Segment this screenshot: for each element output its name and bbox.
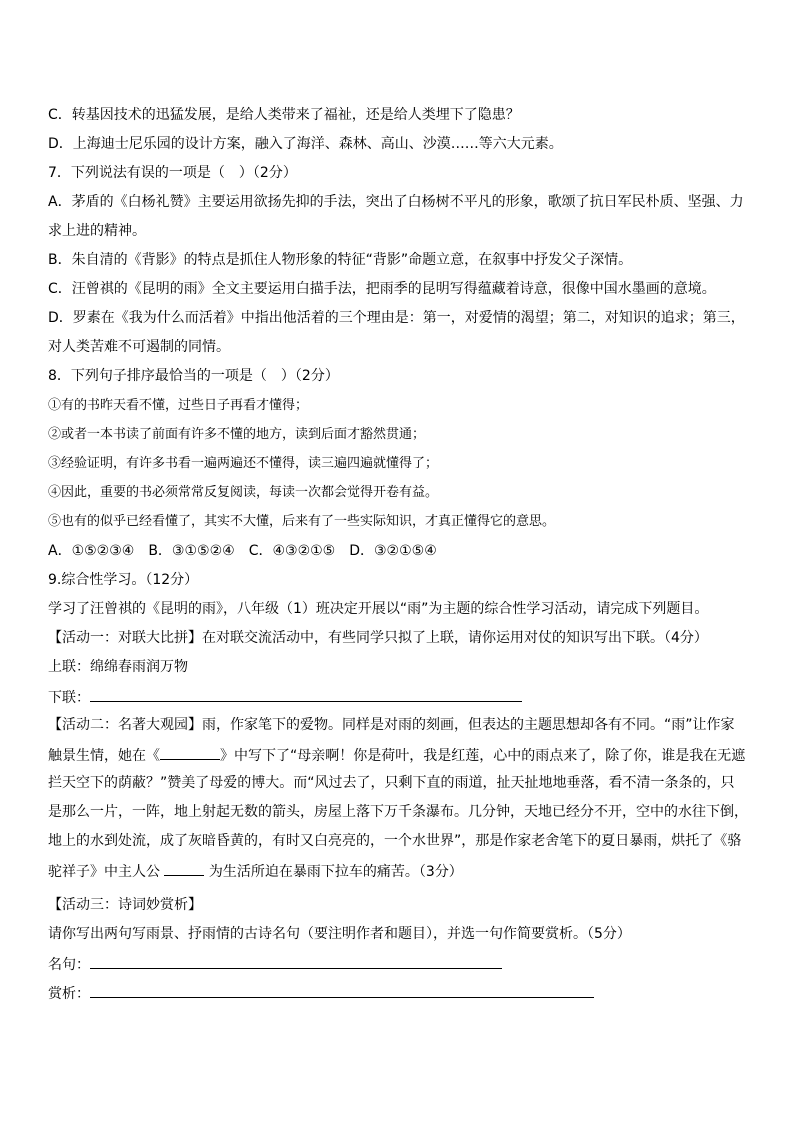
lower-couplet-label: 下联：: [48, 690, 90, 706]
q8-sentence-1: ①有的书昨天看不懂，过些日子再看才懂得；: [48, 398, 309, 413]
q7-option-a-cont: 求上进的精神。: [48, 223, 146, 239]
activity-1: 【活动一：对联大比拼】在对联交流活动中，有些同学只拟了上联，请你运用对仗的知识写出下联。（4分）: [48, 630, 708, 646]
activity-2-line-3: 拦天空下的荫蔽？”赞美了母爱的博大。而“风过去了，只剩下直的雨道，扯天扯地地垂落，看不清一条条的，只: [48, 775, 735, 791]
q7-option-d-cont: 对人类苦难不可遏制的同情。: [48, 339, 230, 355]
famous-lines-row: [48, 954, 502, 972]
q8-options: A．①⑤②③④ B．③①⑤②④ C．④③②①⑤ D．③②①⑤④: [48, 543, 437, 559]
appreciation-row: [48, 983, 594, 1001]
upper-couplet: 上联：绵绵春雨润万物: [48, 659, 188, 675]
activity-2-text-d: 为生活所迫在暴雨下拉车的痛苦。（3分）: [208, 864, 463, 880]
activity-3-instruction: 请你写出两句写雨景、抒雨情的古诗名句（要注明作者和题目），并选一句作简要赏析。（5分）: [48, 926, 631, 942]
option-c-line: C．转基因技术的迅猛发展，是给人类带来了福祉，还是给人类埋下了隐患？: [48, 107, 520, 123]
protagonist-blank[interactable]: [164, 861, 204, 876]
activity-2-line-2: [48, 745, 745, 763]
q7-option-c: C．汪曾祺的《昆明的雨》全文主要运用白描手法，把雨季的昆明写得蕴藏着诗意，很像中国水墨画的意境。: [48, 281, 716, 297]
lower-couplet-row: [48, 687, 522, 705]
question-7: 7．下列说法有误的一项是（ ）（2分）: [48, 165, 297, 181]
lower-couplet-blank[interactable]: [90, 687, 522, 702]
q8-sentence-3: ③经验证明，有许多书看一遍两遍还不懂得，读三遍四遍就懂得了；: [48, 456, 439, 471]
q9-intro: 学习了汪曾祺的《昆明的雨》，八年级（1）班决定开展以“雨”为主题的综合性学习活动，请完成下列题目。: [48, 601, 709, 617]
question-9: 9.综合性学习。（12分）: [48, 572, 199, 588]
famous-lines-label: 名句：: [48, 957, 90, 973]
activity-2: 【活动二：名著大观园】雨，作家笔下的爱物。同样是对雨的刻画，但表达的主题思想却各有不同。“雨”让作家: [48, 717, 735, 733]
activity-2-text-c: 驼祥子》中主人公: [48, 864, 160, 880]
q8-sentence-2: ②或者一本书读了前面有许多不懂的地方，读到后面才豁然贯通；: [48, 427, 426, 442]
appreciation-blank[interactable]: [90, 983, 594, 998]
q7-option-b: B．朱自清的《背影》的特点是抓住人物形象的特征“背影”命题立意，在叙事中抒发父子深情。: [48, 252, 633, 268]
question-8: 8．下列句子排序最恰当的一项是（ ）（2分）: [48, 368, 339, 384]
activity-3: 【活动三：诗词妙赏析】: [48, 897, 202, 913]
activity-2-text-b: 》中写下了“母亲啊！你是荷叶，我是红莲，心中的雨点来了，除了你，谁是我在无遮: [220, 748, 746, 764]
option-d-line: D．上海迪士尼乐园的设计方案，融入了海洋、森林、高山、沙漠……等六大元素。: [48, 136, 563, 152]
q7-option-d: D．罗素在《我为什么而活着》中指出他活着的三个理由是：第一，对爱情的渴望；第二，对知识的追求；第三，: [48, 310, 745, 326]
activity-2-text-a: 触景生情，她在《: [48, 748, 160, 764]
q7-option-a: A．茅盾的《白杨礼赞》主要运用欲扬先抑的手法，突出了白杨树不平凡的形象，歌颂了抗日军民朴质、坚强、力: [48, 194, 744, 210]
activity-2-line-5: 地上的水到处流，成了灰暗昏黄的，有时又白亮亮的，一个水世界”，那是作家老舍笔下的夏日暴雨，烘托了《骆: [48, 833, 742, 849]
book-title-blank[interactable]: [160, 745, 220, 760]
q8-sentence-4: ④因此，重要的书必须常常反复阅读，每读一次都会觉得开卷有益。: [48, 485, 439, 500]
activity-2-line-6: [48, 861, 463, 879]
appreciation-label: 赏析：: [48, 986, 90, 1002]
famous-lines-blank[interactable]: [90, 954, 502, 969]
activity-2-line-4: 是那么一片，一阵，地上射起无数的箭头，房屋上落下万千条瀑布。几分钟，天地已经分不开，空中的水往下倒，: [48, 804, 748, 820]
q8-sentence-5: ⑤也有的似乎已经看懂了，其实不大懂，后来有了一些实际知识，才真正懂得它的意思。: [48, 514, 556, 529]
